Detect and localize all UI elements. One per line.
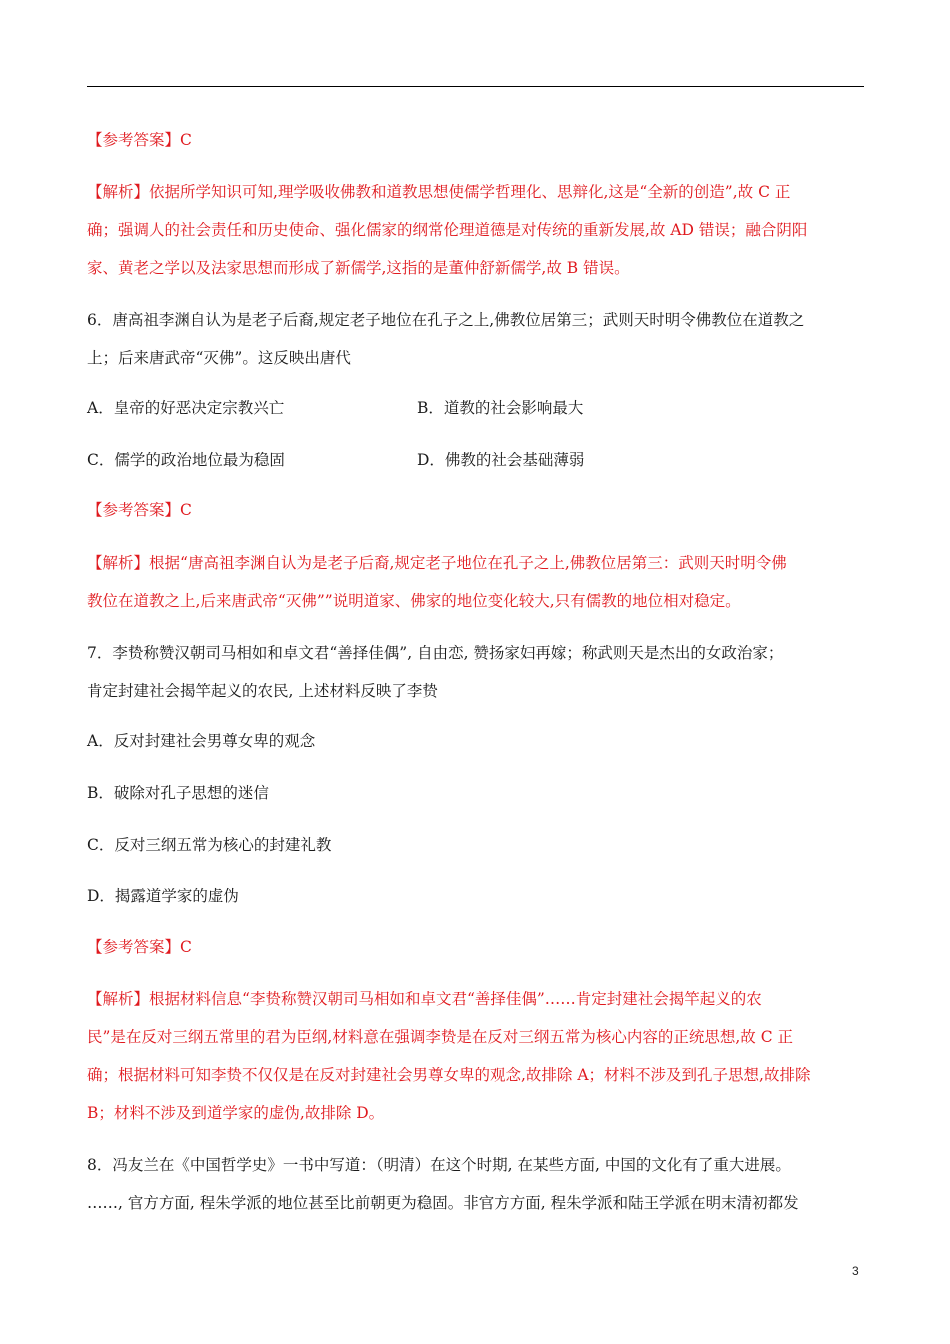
analysis-5-line3: 家、黄老之学以及法家思想而形成了新儒学,这指的是董仲舒新儒学,故 B 错误。: [87, 259, 630, 277]
analysis-6-line2: 教位在道教之上,后来唐武帝“灭佛””说明道家、佛家的地位变化较大,只有儒教的地位相对稳定。: [87, 592, 741, 610]
question-7-option-a: A．反对封建社会男尊女卑的观念: [87, 732, 316, 750]
answer-5: 【参考答案】C: [87, 131, 192, 149]
header-rule: [87, 86, 864, 87]
question-6-line2: 上；后来唐武帝“灭佛”。这反映出唐代: [87, 349, 351, 367]
question-6-line1: 6．唐高祖李渊自认为是老子后裔,规定老子地位在孔子之上,佛教位居第三；武则天时明令佛教位在道教之: [87, 311, 805, 329]
analysis-7-line3: 确；根据材料可知李贽不仅仅是在反对封建社会男尊女卑的观念,故排除 A；材料不涉及到孔子思想,故排除: [87, 1066, 811, 1084]
answer-6: 【参考答案】C: [87, 501, 192, 519]
question-6-option-d: D．佛教的社会基础薄弱: [417, 451, 585, 469]
question-8-line1: 8．冯友兰在《中国哲学史》一书中写道：（明清）在这个时期, 在某些方面, 中国的文化有了重大进展。: [87, 1156, 791, 1174]
analysis-5-line2: 确；强调人的社会责任和历史使命、强化儒家的纲常伦理道德是对传统的重新发展,故 AD 错误；融合阴阳: [87, 221, 808, 239]
analysis-7-line1: 【解析】根据材料信息“李贽称赞汉朝司马相如和卓文君“善择佳偶”……肯定封建社会揭竿起义的农: [87, 990, 762, 1008]
question-7-option-d: D．揭露道学家的虚伪: [87, 887, 239, 905]
question-6-option-c: C．儒学的政治地位最为稳固: [87, 451, 285, 469]
page-number: 3: [852, 1264, 859, 1278]
analysis-5-line1: 【解析】依据所学知识可知,理学吸收佛教和道教思想使儒学哲理化、思辩化,这是“全新的创造”,故 C 正: [87, 183, 791, 201]
question-6-option-b: B．道教的社会影响最大: [417, 399, 584, 417]
question-8-line2: ……, 官方方面, 程朱学派的地位甚至比前朝更为稳固。非官方方面, 程朱学派和陆王学派在明末清初都发: [87, 1194, 799, 1212]
question-7-option-c: C．反对三纲五常为核心的封建礼教: [87, 836, 332, 854]
analysis-7-line4: B；材料不涉及到道学家的虚伪,故排除 D。: [87, 1104, 385, 1122]
question-7-option-b: B．破除对孔子思想的迷信: [87, 784, 269, 802]
question-6-option-a: A．皇帝的好恶决定宗教兴亡: [87, 399, 285, 417]
analysis-6-line1: 【解析】根据“唐高祖李渊自认为是老子后裔,规定老子地位在孔子之上,佛教位居第三：武则天时明令佛: [87, 554, 787, 572]
analysis-7-line2: 民”是在反对三纲五常里的君为臣纲,材料意在强调李贽是在反对三纲五常为核心内容的正统思想,故 C 正: [87, 1028, 793, 1046]
answer-7: 【参考答案】C: [87, 938, 192, 956]
question-7-line1: 7．李贽称赞汉朝司马相如和卓文君“善择佳偶”, 自由恋, 赞扬家妇再嫁；称武则天是杰出的女政治家；: [87, 644, 784, 662]
question-7-line2: 肯定封建社会揭竿起义的农民, 上述材料反映了李贽: [87, 682, 438, 700]
